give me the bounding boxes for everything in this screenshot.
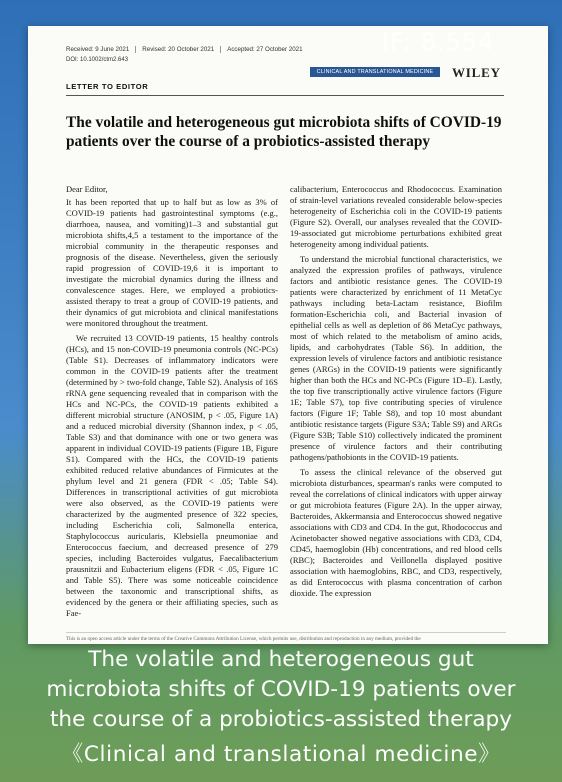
doi: DOI: 10.1002/ctm2.643 — [66, 57, 129, 63]
journal-banner: CLINICAL AND TRANSLATIONAL MEDICINE — [310, 67, 440, 77]
received-date: Received: 9 June 2021 — [66, 46, 136, 53]
impact-factor-label: IF: 8.554 — [382, 28, 495, 56]
article-dates — [66, 46, 315, 53]
caption-line: microbiota shifts of COVID-19 patients over — [46, 677, 516, 702]
paragraph: To understand the microbial functional characteristics, we analyzed the expression profiles of pathways, virulence factors and antibiotic resistance genes. The COVID-19 patients were characterized by enrichment of 11 MetaCyc pathways including beta-Lactam resistance, Biofilm formation-Escherichia coli, and Bacterial invasion of epithelial cells as well as depletion of 86 MetaCyc pathways, most of which related to the metabolism of amino acids, lipids, and carbohydrates (Table S6). In addition, the expression levels of virulence factors and antibiotic resistance genes (ARGs) in the COVID-19 patients were significantly higher than both the HCs and NC-PCs (Figure 1D–E). Lastly, the top five transcriptionally active virulence factors (Figure 1E; Table S7), top five contributing species of virulence factors (Figure 1F; Table S8), and top 10 most abundant antibiotic resistance targets (Figure S3A; Table S9) and ARGs (Figure S3B; Table S10) collectively indicated the prominent presence of virulence factors and their contributing pathogens/pathobionts in the COVID-19 patients. — [290, 254, 502, 462]
left-column — [66, 184, 278, 623]
revised-date: Revised: 20 October 2021 — [142, 46, 221, 53]
right-column — [290, 184, 502, 603]
article-type: LETTER TO EDITOR — [66, 82, 149, 91]
paragraph: We recruited 13 COVID-19 patients, 15 healthy controls (HCs), and 15 non-COVID-19 pneumonia controls (NC-PCs) (Table S1). Decreases of inflammatory indicators were common in the COVID-19 patients after the treatment (determined by > two-fold change, Table S2). Analysis of 16S rRNA gene sequencing revealed that in comparison with the HCs and NC-PCs, the COVID-19 patients exhibited a different microbial structure (ANOSIM, p < .05, Figure 1A) and a reduced microbial diversity (Shannon index, p < .05, Table S3) and that dominance with one or two genera was apparent in individual COVID-19 patients (Figure 1B, Figure S1). Compared with the HCs, the COVID-19 patients exhibited reduced relative abundances of Firmicutes at the phylum level and 21 genera (FDR < .05; Table S4). Differences in transcriptional activities of gut microbiota were also observed, as the COVID-19 patients were characterized by the augmented presence of 322 species, including Escherichia coli, Salmonella enterica, Staphylococcus auricularis, Klebsiella pneumoniae and Enterococcus faecium, and decreased presence of 279 species, including Bacteroides vulgatus, Faecalibacterium prausnitzii and Eubacterium eligens (FDR < .05, Figure 1C and Table S5). There was some noticeable coincidence between the taxonomic and transcriptional shifts, as evidenced by the genera or their affiliating species, such as Fae- — [66, 333, 278, 618]
publisher-logo: WILEY — [452, 65, 501, 80]
paragraph: To assess the clinical relevance of the observed gut microbiota disturbances, spearman's ranks were computed to reveal the correlations of clinical indicators with upper airway or gut microbiota features (Figure 2A). In the upper airway, Bacteroides, Akkermansia and Enterococcus showed negative associations with CD3 and CD4. In the gut, Rhodococcus and Acinetobacter showed negative associations with CD3, CD4, CD45, haemoglobin (Hb) concentrations, and red blood cells (RBC); Bacteroides and Veillonella displayed positive association with haemoglobins, RBC, and CD3, respectively, as did Enterococcus with plasma concentration of carbon dioxide. The expression — [290, 467, 502, 598]
article-page — [28, 26, 548, 644]
article-title: The volatile and heterogeneous gut microbiota shifts of COVID-19 patients over the course of a probiotics-assisted therapy — [66, 114, 502, 150]
caption-line: The volatile and heterogeneous gut — [88, 647, 474, 672]
header-divider — [66, 95, 504, 96]
license-footnote: This is an open access article under the terms of the Creative Commons Attribution License, which permits use, distribution and reproduction in any medium, provided the — [66, 632, 506, 643]
caption-line: the course of a probiotics-assisted therapy — [49, 707, 513, 732]
caption — [0, 646, 562, 782]
journal-name: 《Clinical and translational medicine》 — [61, 742, 501, 767]
paragraph: calibacterium, Enterococcus and Rhodococcus. Examination of strain-level variations revealed considerable below-species heterogeneity of Escherichia coli in the COVID-19 patients (Figure S2). Overall, our analyses revealed that the COVID-19-associated gut microbiome perturbations exhibited great heterogeneity among individual patients. — [290, 184, 502, 249]
paragraph: It has been reported that up to half but as low as 3% of COVID-19 patients had gastrointestinal symptoms (e.g., diarrhoea, nausea, and vomiting)1–3 and substantial gut microbiota shifts,4,5 a testament to the importance of the microbial community in the therapeutic responses and prognosis of the disease. Nevertheless, given the seriously rapid progression of COVID-19,6 it is important to investigate the microbial dynamics during the illness and convalescence stages. Here, we employed a probiotics-assisted therapy to treat a group of COVID-19 patients, and their dynamics of gut microbiota and clinical manifestations were monitored throughout the treatment. — [66, 197, 278, 328]
accepted-date: Accepted: 27 October 2021 — [227, 46, 303, 53]
greeting: Dear Editor, — [66, 184, 108, 194]
